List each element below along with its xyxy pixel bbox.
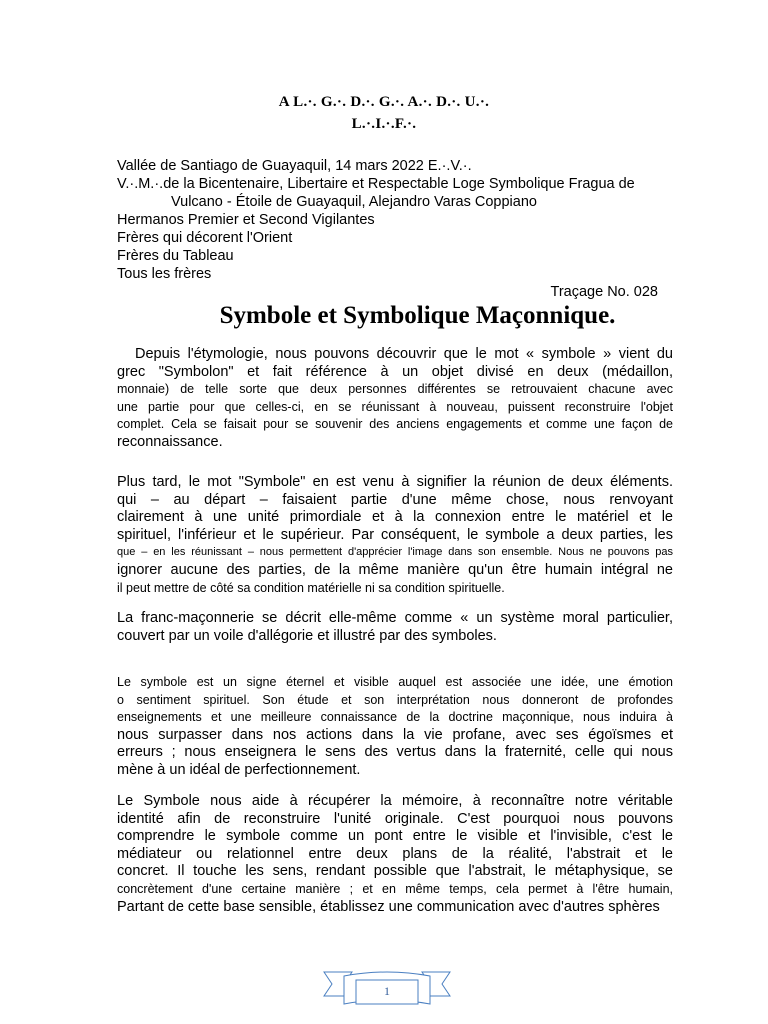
paragraph-line: nous surpasser dans nos actions dans la vie profane, avec ses égoïsmes et <box>117 726 673 743</box>
paragraph-line: Partant de cette base sensible, établissez une communication avec d'autres sphères <box>117 898 660 915</box>
paragraph-line: couvert par un voile d'allégorie et illustré par des symboles. <box>117 627 497 644</box>
address-line: Hermanos Premier et Second Vigilantes <box>117 212 375 228</box>
paragraph-line: erreurs ; nous enseignera le sens des vertus dans la fraternité, celle qui nous <box>117 744 673 761</box>
address-line: V.·.M.·.de la Bicentenaire, Libertaire et Respectable Loge Symbolique Fragua de <box>117 176 635 192</box>
header-lodge: L.·.I.·.F.·. <box>351 116 417 132</box>
paragraph-line: il peut mettre de côté sa condition matérielle ni sa condition spirituelle. <box>117 580 505 595</box>
paragraph-line: mène à un idéal de perfectionnement. <box>117 761 361 778</box>
paragraph-eternal-sign <box>117 674 673 780</box>
address-line: Frères qui décorent l'Orient <box>117 230 293 246</box>
paragraph-line: clairement à une unité primordiale et à la connexion entre le matériel et le <box>117 509 673 526</box>
paragraph-line: grec "Symbolon" et fait référence à un objet divisé en deux (médaillon, <box>117 363 673 380</box>
address-line: Vulcano - Étoile de Guayaquil, Alejandro Varas Coppiano <box>171 194 537 210</box>
paragraph-line: o sentiment spirituel. Son étude et son interprétation nous donneront de profondes <box>117 692 673 707</box>
paragraph-line: comprendre le symbole comme un pont entre le visible et l'invisible, c'est le <box>117 828 673 845</box>
paragraph-etymology <box>117 346 673 452</box>
paragraph-line: La franc-maçonnerie se décrit elle-même comme « un système moral particulier, <box>117 610 673 626</box>
paragraph-freemasonry <box>117 610 673 645</box>
tracage-number: Traçage No. 028 <box>550 284 658 300</box>
paragraph-line: médiateur ou relationnel entre deux plans de la réalité, l'abstrait et le <box>117 845 673 862</box>
document-title: Symbole et Symbolique Maçonnique. <box>219 302 616 329</box>
paragraph-memory <box>117 793 673 916</box>
header-dedication: A L.·. G.·. D.·. G.·. A.·. D.·. U.·. <box>278 94 490 110</box>
paragraph-symbol-meaning <box>117 474 673 597</box>
address-line: Frères du Tableau <box>117 248 234 264</box>
paragraph-line: identité afin de reconstruire l'unité originale. C'est pourquoi nous pouvons <box>117 810 673 827</box>
paragraph-line: Le Symbole nous aide à récupérer la mémoire, à reconnaître notre véritable <box>117 793 673 809</box>
paragraph-line: spirituel, l'inférieur et le supérieur. Par conséquent, le symbole a deux parties, les <box>117 526 673 543</box>
paragraph-line: complet. Cela se faisait pour se souvenir des anciens engagements et comme une façon de <box>117 417 673 432</box>
paragraph-line: Depuis l'étymologie, nous pouvons découvrir que le mot « symbole » vient du <box>135 346 673 362</box>
paragraph-line: monnaie) de telle sorte que deux personnes différentes se retrouvaient chacune avec <box>117 382 673 397</box>
paragraph-line: reconnaissance. <box>117 433 223 450</box>
paragraph-line: une partie pour que celles-ci, en se réunissant à nouveau, puissent reconstruire l'objet <box>117 399 673 414</box>
paragraph-line: concret. Il touche les sens, rendant possible que l'abstrait, le métaphysique, se <box>117 863 673 880</box>
paragraph-line: qui – au départ – faisaient partie d'une même chose, nous renvoyant <box>117 491 673 508</box>
paragraph-line: ignorer aucune des parties, de la même manière qu'un être humain intégral ne <box>117 561 673 578</box>
address-line: Vallée de Santiago de Guayaquil, 14 mars 2022 E.·.V.·. <box>117 158 472 174</box>
paragraph-line: concrètement d'une certaine manière ; et en même temps, cela permet à l'être humain, <box>117 881 673 896</box>
paragraph-line: que – en les réunissant – nous permettent d'apprécier l'image dans son ensemble. Nous ne pouvons pas <box>117 546 673 559</box>
page-number: 1 <box>384 984 390 998</box>
paragraph-line: Le symbole est un signe éternel et visible auquel est associée une idée, une émotion <box>117 675 673 689</box>
paragraph-line: Plus tard, le mot "Symbole" en est venu à signifier la réunion de deux éléments. <box>117 474 673 490</box>
paragraph-line: enseignements et une meilleure connaissance de la doctrine maçonnique, nous induira à <box>117 710 673 725</box>
address-line: Tous les frères <box>117 266 212 282</box>
